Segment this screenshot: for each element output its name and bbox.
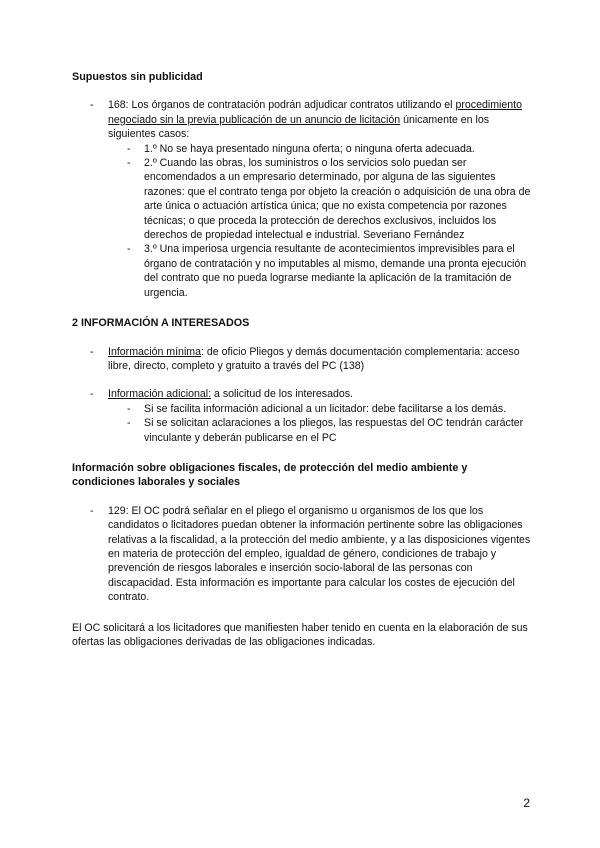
item-168-post: únicamente en los siguientes casos: [108, 113, 490, 141]
list-informacion [72, 345, 532, 374]
bullet-dash: - [90, 388, 94, 401]
heading-informacion-interesados: 2 INFORMACIÓN A INTERESADOS [72, 317, 250, 330]
closing-paragraph: El OC solicitará a los licitadores que manifiesten haber tenido en cuenta en la elaboración de sus ofertas las obligaciones derivadas de las obligaciones indicadas. [72, 621, 528, 648]
sublist-adicional [108, 402, 532, 445]
sublist-item-2 [108, 156, 532, 242]
bullet-dash: - [127, 402, 131, 415]
sublist-casos [108, 142, 532, 300]
informacion-minima-label: Información mínima [108, 345, 202, 358]
bullet-dash: - [127, 142, 131, 155]
sublist-item-adicional-2 [108, 416, 532, 445]
heading-supuestos: Supuestos sin publicidad [72, 71, 203, 83]
bullet-dash: - [127, 417, 131, 430]
adicional-2-text: Si se solicitan aclaraciones a los pliegos, las respuestas del OC tendrán carácter vinculante y deberán publicarse en el PC [144, 417, 524, 444]
sublist-item-3 [108, 242, 532, 300]
bullet-dash: - [90, 504, 94, 517]
bullet-dash: - [90, 99, 94, 112]
page-number: 2 [523, 796, 530, 810]
bullet-dash: - [127, 243, 131, 256]
bullet-dash: - [127, 157, 131, 170]
informacion-adicional-text: a solicitud de los interesados. [211, 388, 353, 401]
item-168-underlined: procedimiento negociado sin la previa publicación de un anuncio de licitación [108, 99, 523, 126]
list-informacion-adicional [72, 387, 532, 445]
informacion-adicional-label: Información adicional: [108, 388, 212, 401]
list-supuestos [72, 98, 532, 300]
caso-3-text: 3.º Una imperiosa urgencia resultante de acontecimientos imprevisibles para el órgano de contratación y no imputables al mismo, demande una pronta ejecución del contrato que no pueda lograrse mediante la aplicación de la tramitación de urgencia. [144, 243, 527, 299]
heading-obligaciones: Información sobre obligaciones fiscales, de protección del medio ambiente y condiciones laborales y sociales [72, 461, 468, 489]
list-item-informacion-adicional [72, 387, 532, 445]
caso-2-text: 2.º Cuando las obras, los suministros o los servicios solo puedan ser encomendados a un empresario determinado, por alguna de las siguientes razones: que el contrato tenga por objeto la creación o adquisición de una obra de arte única o actuación artística única; que no exista competencia por razones técnicas; o que proceda la protección de derechos exclusivos, incluidos los derechos de propiedad intelectual e industrial. Severiano Fernández [144, 157, 531, 242]
list-item-168 [72, 98, 532, 300]
item-129-text: 129: El OC podrá señalar en el pliego el organismo u organismos de los que los candidatos o licitadores puedan obtener la información pertinente sobre las obligaciones relativas a la fiscalidad, a la protección del medio ambiente, y a las disposiciones vigentes en materia de protección del empleo, igualdad de género, condiciones de trabajo y prevención de riesgos laborales e inserción socio-laboral de las personas con discapacidad. Esta información es importante para calcular los costes de ejecución del contrato. [108, 504, 531, 604]
bullet-dash: - [90, 345, 94, 358]
caso-1-text: 1.º No se haya presentado ninguna oferta; o ninguna oferta adecuada. [144, 142, 475, 155]
sublist-item-adicional-1 [108, 402, 532, 416]
sublist-item-1 [108, 142, 532, 156]
adicional-1-text: Si se facilita información adicional a un licitador: debe facilitarse a los demás. [144, 402, 507, 415]
list-obligaciones [72, 504, 532, 605]
item-168-pre: 168: Los órganos de contratación podrán adjudicar contratos utilizando el [108, 99, 456, 112]
list-item-129 [72, 504, 532, 605]
list-item-informacion-minima [72, 345, 532, 374]
informacion-minima-text: : de oficio Pliegos y demás documentación complementaria: acceso libre, directo, completo y gratuito a través del PC (138) [108, 345, 520, 372]
page-content [72, 70, 532, 649]
